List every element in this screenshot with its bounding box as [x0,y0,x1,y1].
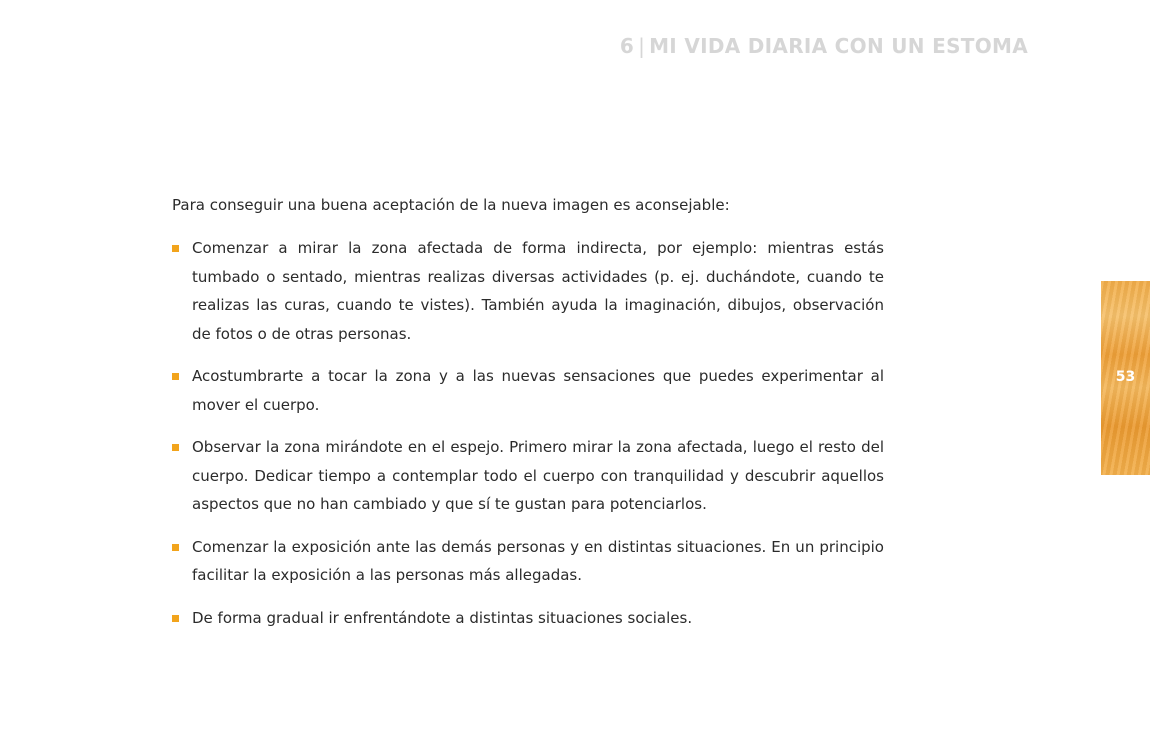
list-item-text: Comenzar a mirar la zona afectada de forma indirecta, por ejemplo: mientras estás tumbado o sentado, mientras realizas diversas actividades (p. ej. duchándote, cuando te realizas las curas, cuando te vistes). También ayuda la imaginación, dibujos, observación de fotos o de otras personas. [192,239,884,343]
chapter-number: 6 [619,34,635,58]
square-bullet-icon [172,544,179,551]
chapter-title: MI VIDA DIARIA CON UN ESTOMA [649,34,1028,58]
list-item-text: De forma gradual ir enfrentándote a distintas situaciones sociales. [192,608,693,627]
square-bullet-icon [172,615,179,622]
list-item-text: Acostumbrarte a tocar la zona y a las nuevas sensaciones que puedes experimentar al mover el cuerpo. [192,367,884,414]
list-item [172,362,884,419]
list-item-text: Comenzar la exposición ante las demás personas y en distintas situaciones. En un principio facilitar la exposición a las personas más allegadas. [192,537,884,584]
intro-paragraph: Para conseguir una buena aceptación de la nueva imagen es aconsejable: [172,196,730,214]
list-item [172,433,884,519]
square-bullet-icon [172,444,179,451]
page-number: 53 [1115,369,1136,385]
list-item-text: Observar la zona mirándote en el espejo. Primero mirar la zona afectada, luego el resto del cuerpo. Dedicar tiempo a contemplar todo el cuerpo con tranquilidad y descubrir aquellos aspectos que no han cambiado y que sí te gustan para potenciarlos. [192,438,884,513]
square-bullet-icon [172,245,179,252]
list-item [172,604,884,633]
header-separator: | [638,34,646,58]
page-number-tab [1101,281,1150,475]
square-bullet-icon [172,373,179,380]
list-item [172,234,884,348]
advice-list [172,234,884,646]
list-item [172,533,884,590]
chapter-header [620,34,1028,58]
